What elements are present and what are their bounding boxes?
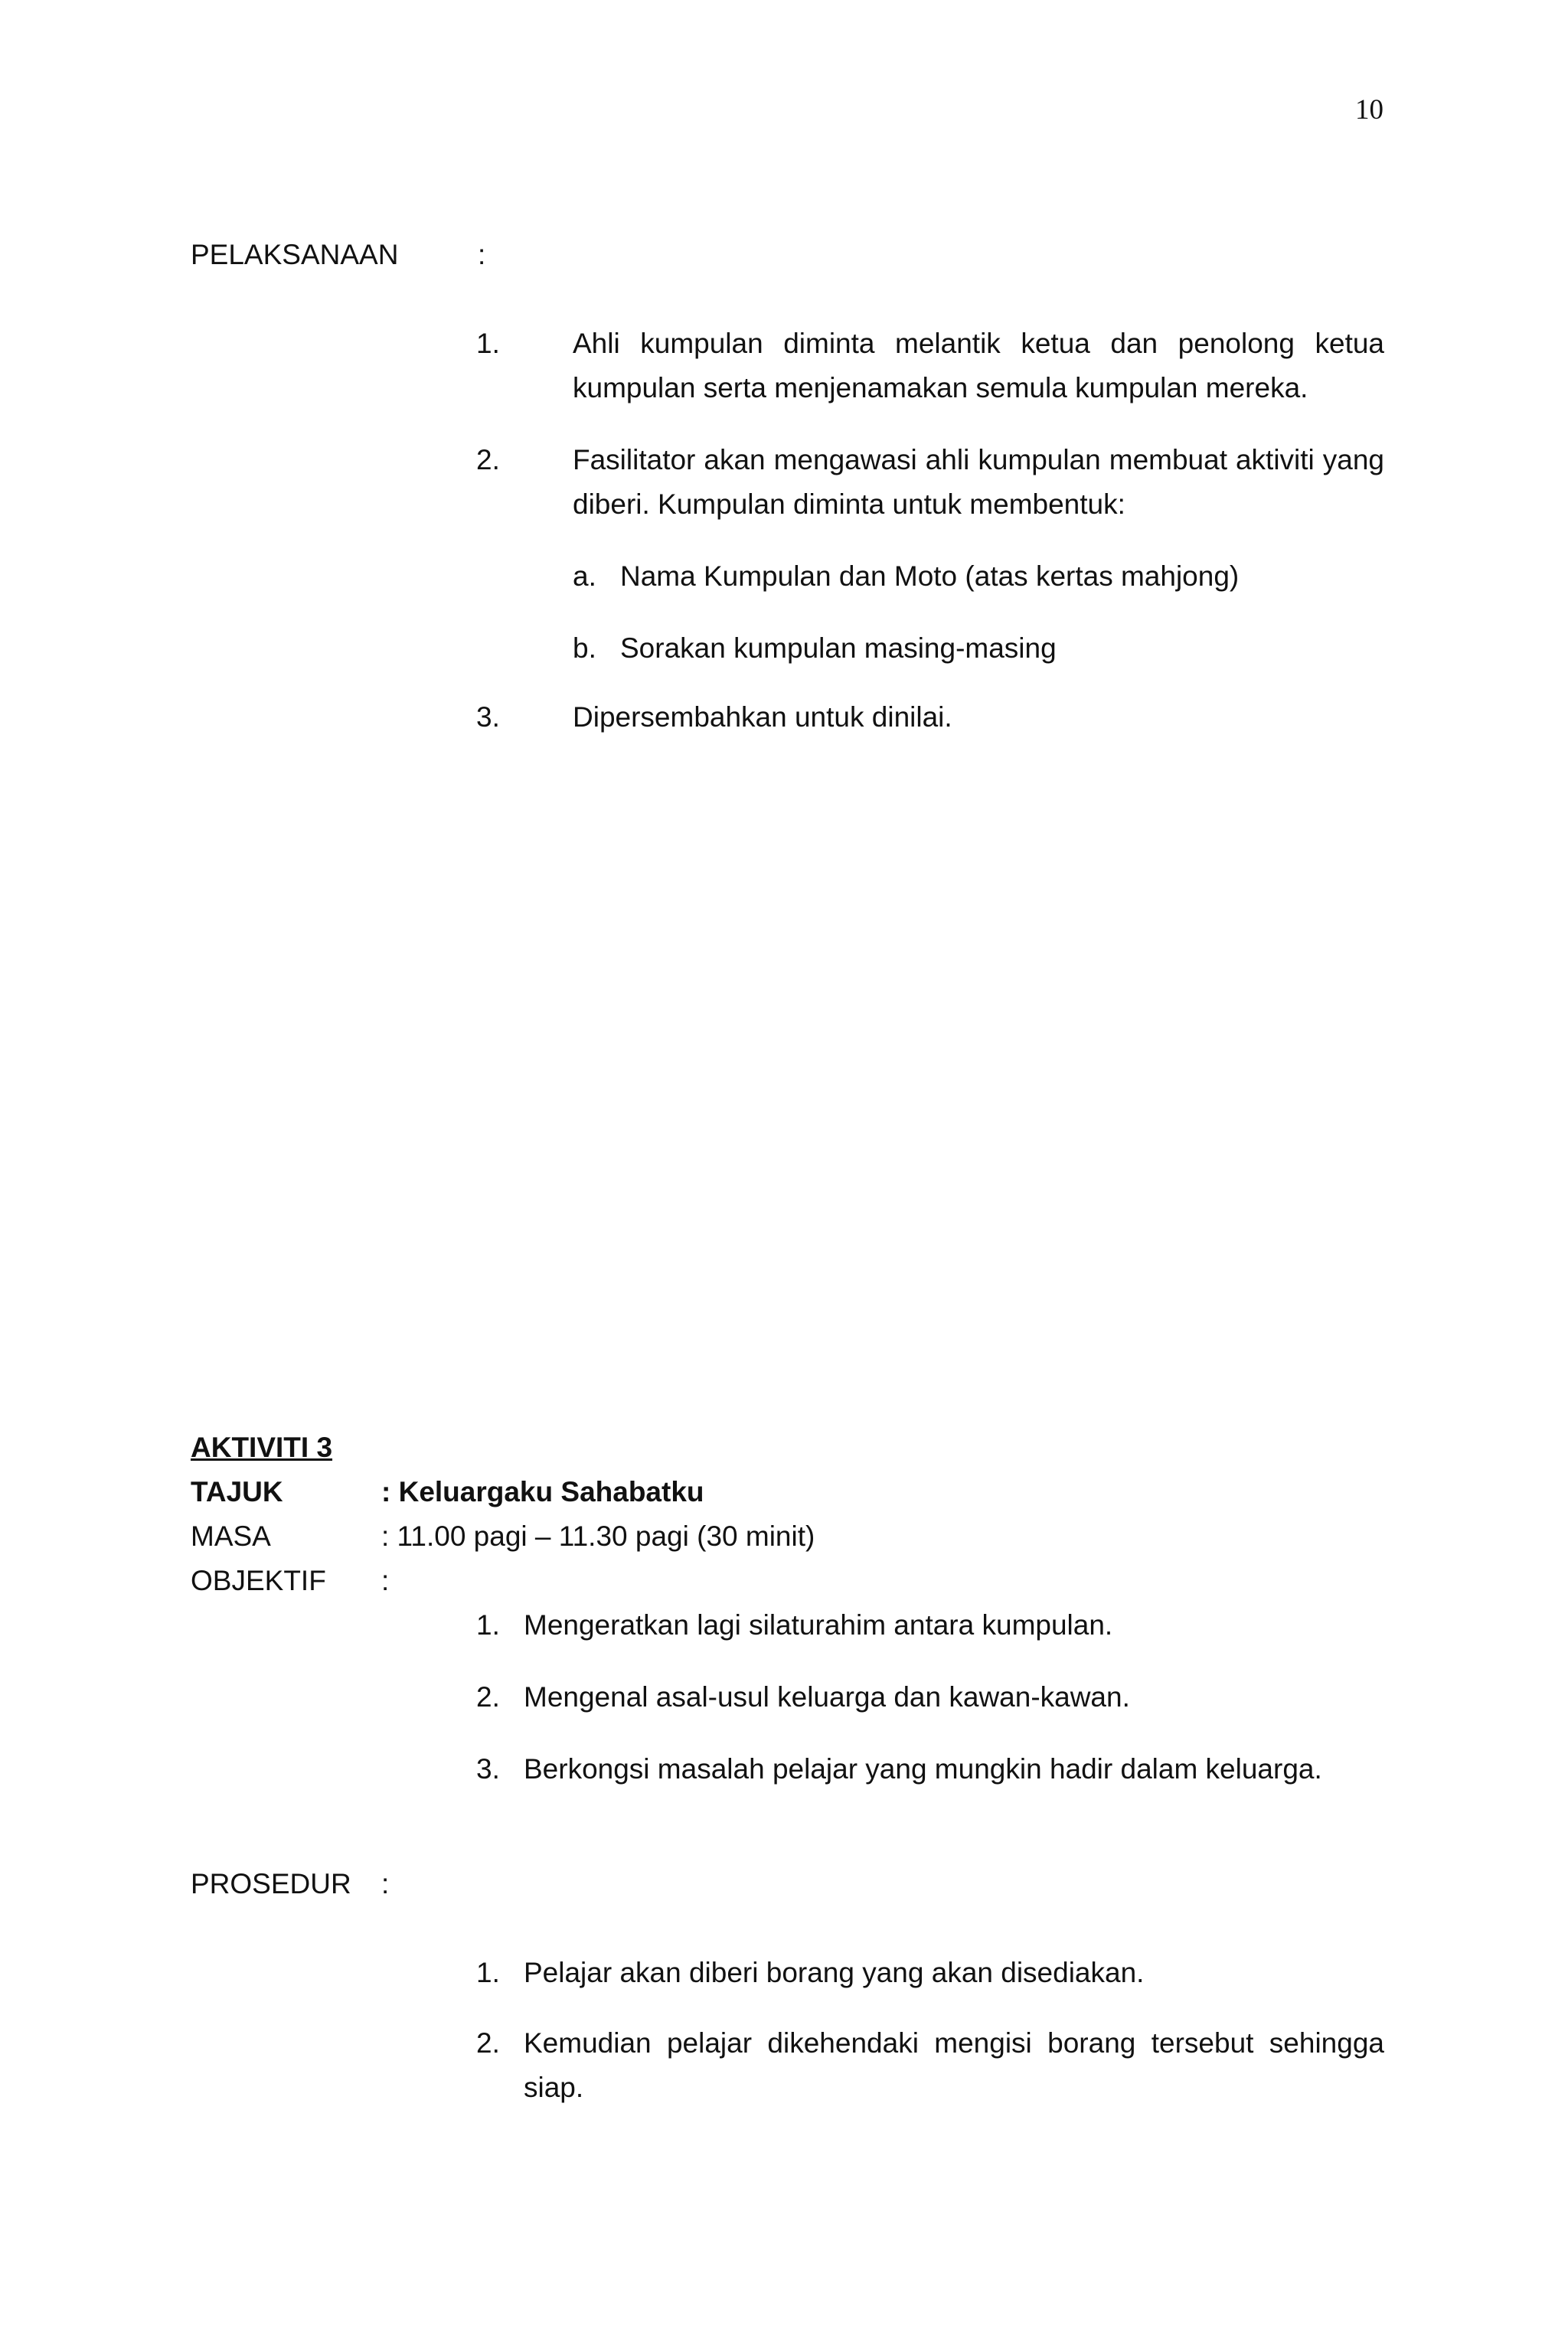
prosedur-item-number: 1. [476, 1957, 500, 1988]
prosedur-item-text: Pelajar akan diberi borang yang akan disediakan. [524, 1957, 1145, 1988]
pelaksanaan-subitem-text: Nama Kumpulan dan Moto (atas kertas mahjong) [620, 560, 1240, 592]
objektif-item-number: 1. [476, 1609, 500, 1641]
pelaksanaan-label: PELAKSANAAN [191, 239, 399, 270]
prosedur-item-text: Kemudian pelajar dikehendaki mengisi borang tersebut sehingga siap. [524, 2027, 1384, 2103]
objektif-label: OBJEKTIF [191, 1565, 326, 1596]
prosedur-colon: : [381, 1868, 390, 1899]
page-number: 10 [1355, 94, 1383, 126]
pelaksanaan-item-text: Fasilitator akan mengawasi ahli kumpulan membuat aktiviti yang diberi. Kumpulan diminta untuk membentuk: [573, 444, 1384, 520]
pelaksanaan-colon: : [478, 239, 486, 270]
pelaksanaan-subitem-letter: a. [573, 560, 596, 592]
tajuk-label: TAJUK [191, 1476, 283, 1507]
objektif-colon: : [381, 1565, 390, 1596]
objektif-item-text: Berkongsi masalah pelajar yang mungkin hadir dalam keluarga. [524, 1753, 1322, 1785]
prosedur-item-number: 2. [476, 2027, 500, 2059]
pelaksanaan-item-text: Dipersembahkan untuk dinilai. [573, 701, 952, 733]
aktiviti-heading: AKTIVITI 3 [191, 1432, 333, 1463]
pelaksanaan-item-number: 2. [476, 444, 500, 475]
pelaksanaan-subitem-letter: b. [573, 632, 596, 664]
prosedur-label: PROSEDUR [191, 1868, 351, 1899]
pelaksanaan-item-number: 1. [476, 328, 500, 359]
objektif-item-text: Mengenal asal-usul keluarga dan kawan-kawan. [524, 1681, 1130, 1713]
objektif-item-number: 3. [476, 1753, 500, 1785]
masa-value: : 11.00 pagi – 11.30 pagi (30 minit) [381, 1520, 815, 1552]
masa-label: MASA [191, 1520, 271, 1552]
pelaksanaan-subitem-text: Sorakan kumpulan masing-masing [620, 632, 1057, 664]
tajuk-value: : Keluargaku Sahabatku [381, 1476, 704, 1507]
objektif-item-text: Mengeratkan lagi silaturahim antara kumpulan. [524, 1609, 1113, 1641]
objektif-item-number: 2. [476, 1681, 500, 1713]
pelaksanaan-item-number: 3. [476, 701, 500, 733]
pelaksanaan-item-text: Ahli kumpulan diminta melantik ketua dan penolong ketua kumpulan serta menjenamakan semula kumpulan mereka. [573, 328, 1384, 403]
